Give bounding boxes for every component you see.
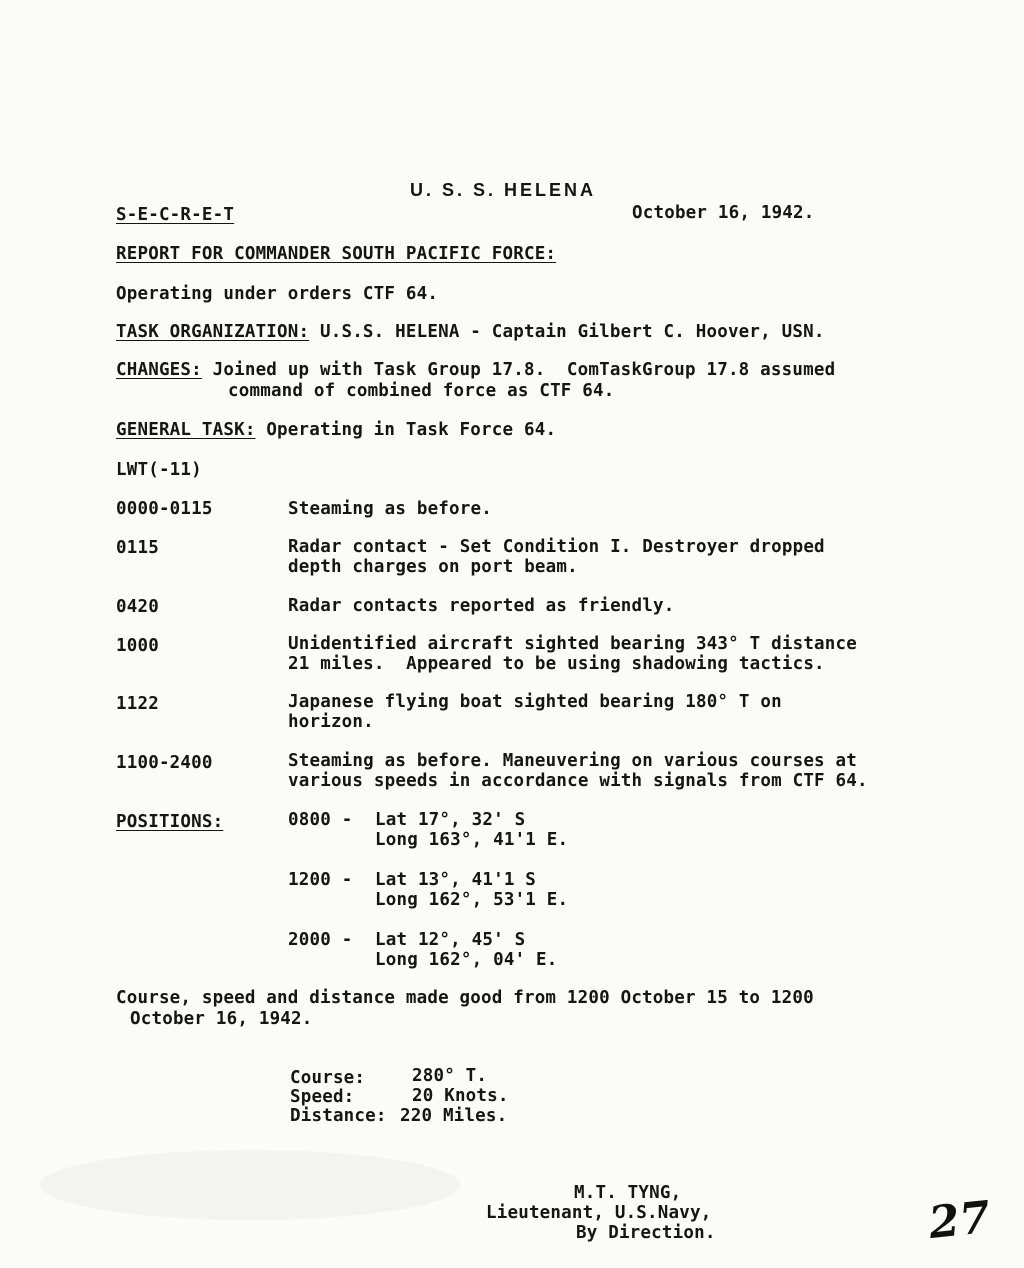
signer-rank: Lieutenant, U.S.Navy,: [486, 1203, 712, 1223]
log-time: 1000: [116, 636, 159, 656]
report-title: REPORT FOR COMMANDER SOUTH PACIFIC FORCE:: [116, 244, 557, 264]
position-time: 0800 -: [288, 810, 364, 830]
position-time: 2000 -: [288, 930, 364, 950]
log-text-continued: various speeds in accordance with signals from CTF 64.: [288, 771, 868, 791]
log-time: 1122: [116, 694, 159, 714]
log-text-continued: horizon.: [288, 712, 374, 732]
position-lat: Lat 12°, 45' S: [375, 930, 526, 950]
position-time-value: 2000: [288, 930, 331, 950]
time-zone: LWT(-11): [116, 460, 202, 480]
position-time: 1200 -: [288, 870, 364, 890]
speed-label: Speed:: [290, 1087, 355, 1107]
position-lat: Lat 17°, 32' S: [375, 810, 526, 830]
log-text: Steaming as before. Maneuvering on various courses at: [288, 751, 858, 771]
course-summary-line-1: Course, speed and distance made good from 1200 October 15 to 1200: [116, 988, 814, 1008]
general-task: [116, 420, 556, 440]
page-number: 27: [926, 1191, 993, 1250]
distance-value: 220 Miles.: [400, 1106, 508, 1126]
positions-label: POSITIONS:: [116, 812, 224, 832]
changes-label: CHANGES:: [116, 360, 202, 380]
position-long: Long 162°, 53'1 E.: [375, 890, 569, 910]
position-time-value: 1200: [288, 870, 331, 890]
task-organization-text: U.S.S. HELENA - Captain Gilbert C. Hoover, USN.: [309, 322, 825, 342]
log-time: 1100-2400: [116, 753, 213, 773]
log-text: Radar contact - Set Condition I. Destroyer dropped: [288, 537, 825, 557]
position-lat: Lat 13°, 41'1 S: [375, 870, 537, 890]
log-time: 0420: [116, 597, 159, 617]
log-text: Unidentified aircraft sighted bearing 343° T distance: [288, 634, 858, 654]
log-text: Japanese flying boat sighted bearing 180° T on: [288, 692, 782, 712]
changes-line-2: command of combined force as CTF 64.: [228, 381, 615, 401]
course-value: 280° T.: [412, 1066, 488, 1086]
changes-text-1: Joined up with Task Group 17.8. ComTaskGroup 17.8 assumed: [201, 360, 836, 380]
classification-mark: S-E-C-R-E-T: [116, 205, 235, 225]
log-time: 0115: [116, 538, 159, 558]
position-time-value: 0800: [288, 810, 331, 830]
position-long: Long 163°, 41'1 E.: [375, 830, 569, 850]
course-label: Course:: [290, 1068, 366, 1088]
ship-title: U. S. S. HELENA: [410, 180, 597, 200]
log-text-continued: depth charges on port beam.: [288, 557, 578, 577]
distance-label: Distance:: [290, 1106, 387, 1126]
course-summary-line-2: October 16, 1942.: [130, 1009, 313, 1029]
operating-orders: Operating under orders CTF 64.: [116, 284, 439, 304]
log-time: 0000-0115: [116, 499, 213, 519]
speed-value: 20 Knots.: [412, 1086, 509, 1106]
log-text-continued: 21 miles. Appeared to be using shadowing tactics.: [288, 654, 825, 674]
task-organization: [116, 322, 825, 342]
report-date: October 16, 1942.: [632, 203, 815, 223]
task-organization-label: TASK ORGANIZATION:: [116, 322, 310, 342]
log-text: Steaming as before.: [288, 499, 492, 519]
general-task-label: GENERAL TASK:: [116, 420, 256, 440]
signer-authority: By Direction.: [576, 1223, 716, 1243]
changes-line-1: [116, 360, 835, 380]
paper-smudge: [40, 1150, 460, 1220]
log-text: Radar contacts reported as friendly.: [288, 596, 675, 616]
position-long: Long 162°, 04' E.: [375, 950, 558, 970]
general-task-text: Operating in Task Force 64.: [255, 420, 557, 440]
signer-name: M.T. TYNG,: [574, 1183, 682, 1203]
